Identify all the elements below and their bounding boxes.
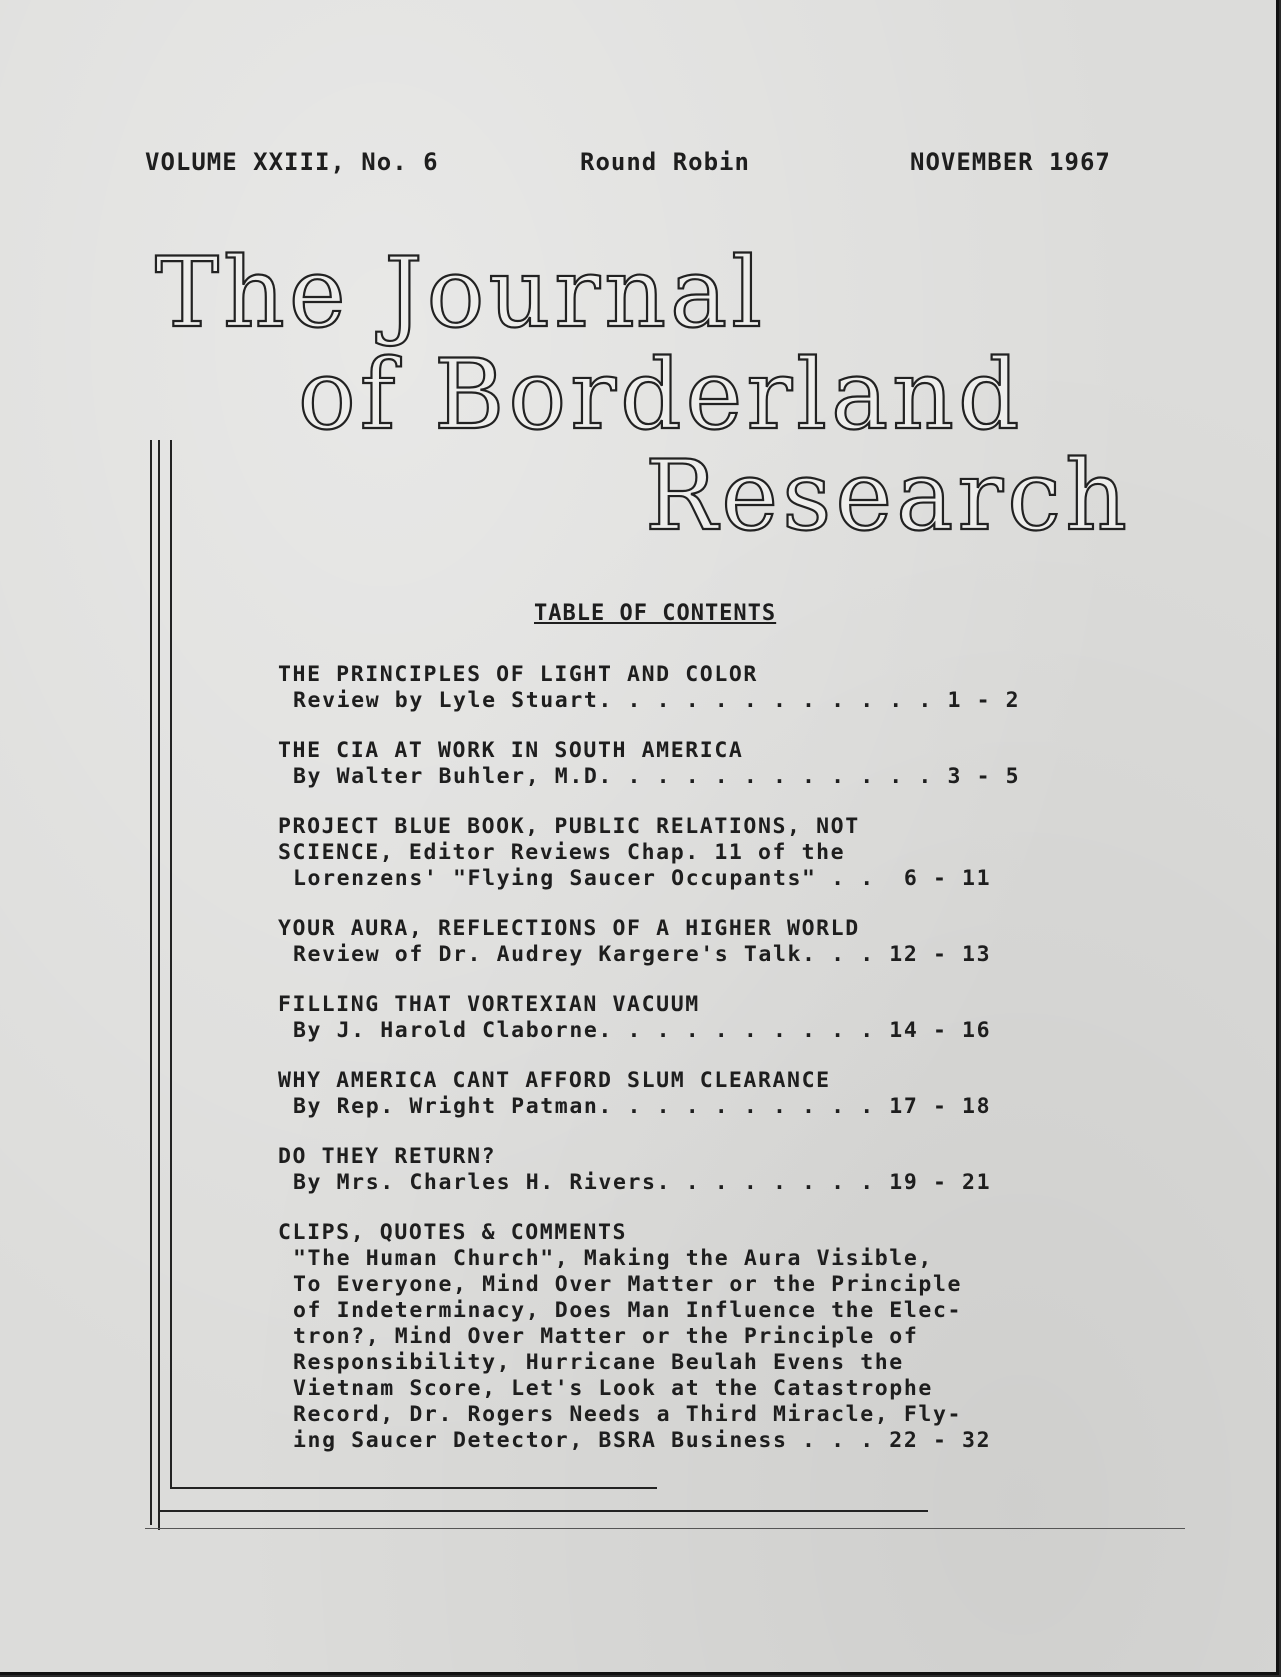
toc-entry-title-continued: SCIENCE, Editor Reviews Chap. 11 of the — [278, 840, 846, 865]
toc-entry-byline: Review of Dr. Audrey Kargere's Talk. . . 12 - 13 — [293, 942, 992, 967]
toc-entry-title: THE CIA AT WORK IN SOUTH AMERICA — [278, 738, 744, 763]
toc-entry-description-line: Responsibility, Hurricane Beulah Evens the — [293, 1350, 904, 1375]
toc-entry-title: WHY AMERICA CANT AFFORD SLUM CLEARANCE — [278, 1068, 831, 1093]
frame-horizontal-rule-inner — [170, 1487, 657, 1489]
frame-horizontal-rule-middle — [158, 1510, 928, 1512]
toc-entry — [278, 814, 1038, 892]
table-of-contents — [278, 662, 1038, 1478]
toc-entry — [278, 992, 1038, 1044]
toc-entry-byline: By Rep. Wright Patman. . . . . . . . . . 17 - 18 — [293, 1094, 992, 1119]
toc-entry-byline: By Mrs. Charles H. Rivers. . . . . . . . 19 - 21 — [293, 1170, 992, 1195]
issue-date: NOVEMBER 1967 — [910, 148, 1111, 176]
toc-entry-title: DO THEY RETURN? — [278, 1144, 497, 1169]
frame-vertical-rule-2 — [158, 440, 160, 1530]
toc-entry — [278, 1144, 1038, 1196]
toc-entry-byline: By Walter Buhler, M.D. . . . . . . . . . . . 3 - 5 — [293, 764, 1021, 789]
toc-heading: TABLE OF CONTENTS — [534, 601, 777, 626]
masthead-line-2: of Borderland — [298, 339, 1024, 451]
masthead-line-1: The Journal — [155, 237, 766, 349]
toc-entry-title: CLIPS, QUOTES & COMMENTS — [278, 1220, 628, 1245]
toc-entry-byline: By J. Harold Claborne. . . . . . . . . . 14 - 16 — [293, 1018, 992, 1043]
toc-entry — [278, 662, 1038, 714]
toc-entry — [278, 916, 1038, 968]
frame-vertical-rule-3 — [170, 440, 172, 1488]
toc-entry-description-line: "The Human Church", Making the Aura Visible, — [293, 1246, 933, 1271]
toc-entry-description-line: of Indeterminacy, Does Man Influence the Elec- — [293, 1298, 963, 1323]
toc-entry — [278, 1220, 1038, 1454]
series-name: Round Robin — [580, 148, 750, 176]
toc-entry-description-line: To Everyone, Mind Over Matter or the Principle — [293, 1272, 963, 1297]
toc-entry-description-line: tron?, Mind Over Matter or the Principle of — [293, 1324, 919, 1349]
toc-entry — [278, 1068, 1038, 1120]
toc-entry-byline: Review by Lyle Stuart. . . . . . . . . . . . 1 - 2 — [293, 688, 1021, 713]
frame-horizontal-rule-outer — [145, 1528, 1185, 1529]
toc-entry-title: YOUR AURA, REFLECTIONS OF A HIGHER WORLD — [278, 916, 860, 941]
toc-entry-description-line: Vietnam Score, Let's Look at the Catastrophe — [293, 1376, 933, 1401]
toc-entry-description-line: Record, Dr. Rogers Needs a Third Miracle, Fly- — [293, 1402, 963, 1427]
toc-entry-title: FILLING THAT VORTEXIAN VACUUM — [278, 992, 700, 1017]
toc-entry-title: PROJECT BLUE BOOK, PUBLIC RELATIONS, NOT — [278, 814, 860, 839]
masthead-line-3: Research — [645, 440, 1131, 552]
volume-number: VOLUME XXIII, No. 6 — [145, 148, 439, 176]
toc-entry-title: THE PRINCIPLES OF LIGHT AND COLOR — [278, 662, 758, 687]
toc-entry — [278, 738, 1038, 790]
toc-entry-description-line: ing Saucer Detector, BSRA Business . . . 22 - 32 — [293, 1428, 992, 1453]
frame-vertical-rule-1 — [150, 440, 152, 1525]
toc-entry-byline: Lorenzens' "Flying Saucer Occupants" . . 6 - 11 — [293, 866, 992, 891]
